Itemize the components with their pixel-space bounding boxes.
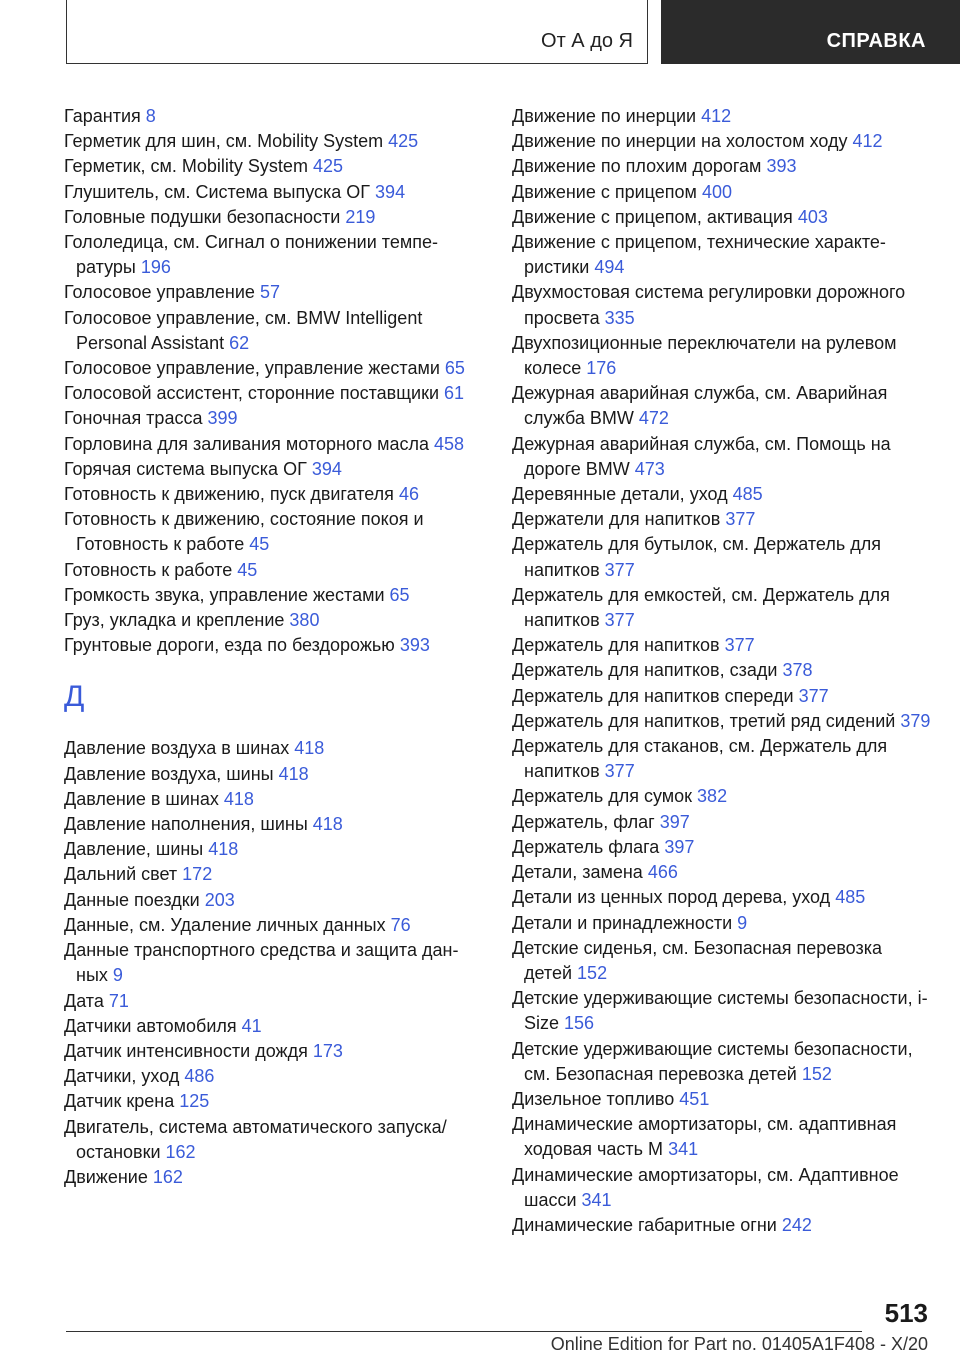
- index-page-link[interactable]: 451: [679, 1088, 710, 1109]
- index-page-link[interactable]: 219: [345, 206, 376, 227]
- index-page-link[interactable]: 8: [145, 106, 156, 126]
- index-entry: [512, 180, 932, 205]
- index-entry-text: Датчики, уход: [64, 1066, 180, 1087]
- index-page-link[interactable]: 125: [179, 1091, 210, 1112]
- footer-divider: [66, 1331, 862, 1332]
- index-entry-text: Детали и принадлежности: [512, 912, 733, 933]
- index-entry: [64, 762, 484, 787]
- index-entry: [64, 1014, 484, 1039]
- index-entry: [64, 633, 484, 658]
- index-page-link[interactable]: 485: [732, 484, 763, 505]
- index-entry-text: Гоночная трасса: [64, 408, 203, 429]
- index-page-link[interactable]: 378: [782, 660, 813, 681]
- index-entry: [64, 381, 484, 406]
- index-entry-text: Давление воздуха, шины: [64, 763, 274, 784]
- index-page-link[interactable]: 76: [390, 914, 411, 935]
- index-entry-text: Голосовое управление, управление жестами: [64, 358, 440, 379]
- index-page-link[interactable]: 377: [604, 559, 635, 580]
- index-page-link[interactable]: 152: [801, 1063, 832, 1084]
- index-entry-text: Двигатель, система автоматического запуска/остановки: [64, 1116, 447, 1162]
- index-group-g: [64, 104, 484, 658]
- index-entry-text: Держатель для емкостей, см. Держатель для напитков: [512, 584, 890, 631]
- index-page-link[interactable]: 400: [701, 181, 732, 202]
- index-entry: [64, 432, 484, 457]
- index-entry: [64, 736, 484, 761]
- index-entry-text: Движение с прицепом: [512, 181, 697, 202]
- index-entry-text: Давление в шинах: [64, 788, 219, 809]
- index-page-link[interactable]: 393: [399, 635, 430, 656]
- index-entry-text: Держатель для стаканов, см. Держатель для напитков: [512, 736, 888, 782]
- index-page-link[interactable]: 62: [229, 332, 250, 353]
- index-entry-text: Данные транспортного средства и защита данных: [64, 940, 459, 986]
- index-entry-text: Движение с прицепом, технические характеристики: [512, 232, 886, 278]
- index-entry: [512, 684, 932, 709]
- index-entry-text: Готовность к движению, пуск двигателя: [64, 484, 394, 505]
- index-entry-text: Головные подушки безопасности: [64, 206, 341, 227]
- index-page-link[interactable]: 418: [312, 814, 343, 835]
- index-entry: [512, 936, 932, 986]
- index-entry: [64, 482, 484, 507]
- index-entry: [512, 860, 932, 885]
- index-entry: [64, 812, 484, 837]
- index-page-link[interactable]: 152: [577, 962, 608, 983]
- index-page-link[interactable]: 394: [375, 181, 406, 202]
- index-entry-text: Голосовое управление, см. BMW Intelligent Personal Assistant: [64, 307, 423, 353]
- index-group-d-continued: [512, 104, 932, 1238]
- index-page-link[interactable]: 377: [725, 509, 756, 530]
- header-reference-label: СПРАВКА: [826, 30, 926, 52]
- index-entry: [64, 205, 484, 230]
- index-entry-text: Держатель для напитков, сзади: [512, 660, 778, 681]
- index-entry-text: Гололедица, см. Сигнал о понижении температуры: [64, 232, 438, 278]
- index-page-link[interactable]: 418: [278, 763, 309, 784]
- index-entry: [512, 658, 932, 683]
- index-page-link[interactable]: 473: [634, 458, 665, 479]
- index-entry: [64, 1115, 484, 1165]
- index-page-link[interactable]: 486: [184, 1066, 215, 1087]
- index-page-link[interactable]: 162: [165, 1141, 196, 1162]
- index-entry-text: Динамические габаритные огни: [512, 1214, 777, 1235]
- index-page-link[interactable]: 393: [766, 156, 797, 177]
- index-entry-text: Голосовое управление: [64, 282, 255, 303]
- index-entry: [512, 1087, 932, 1112]
- index-entry: [512, 633, 932, 658]
- index-page-link[interactable]: 397: [659, 811, 690, 832]
- index-entry: [64, 1039, 484, 1064]
- index-entry: [512, 709, 932, 734]
- index-page-link[interactable]: 377: [604, 610, 635, 631]
- index-entry-text: Датчик интенсивности дождя: [64, 1040, 308, 1061]
- index-page-link[interactable]: 458: [434, 433, 465, 454]
- index-entry-text: Готовность к движению, состояние покоя и Готовность к работе: [64, 509, 424, 555]
- index-entry: [512, 205, 932, 230]
- index-page-link[interactable]: 394: [311, 458, 342, 479]
- index-entry: [512, 1213, 932, 1238]
- index-entry: [64, 457, 484, 482]
- index-entry-text: Данные поездки: [64, 889, 200, 910]
- index-entry: [512, 532, 932, 582]
- index-entry-text: Детали, замена: [512, 862, 643, 883]
- index-entry-text: Дежурная аварийная служба, см. Аварийная служба BMW: [512, 383, 888, 429]
- index-entry-text: Данные, см. Удаление личных данных: [64, 914, 386, 935]
- index-entry-text: Держатель для сумок: [512, 786, 693, 807]
- index-entry-text: Динамические амортизаторы, см. адаптивная ходовая часть M: [512, 1114, 897, 1160]
- index-entry: [64, 356, 484, 381]
- index-entry-text: Движение по инерции на холостом ходу: [512, 131, 848, 152]
- index-entry: [512, 734, 932, 784]
- index-page-link[interactable]: 412: [852, 131, 883, 152]
- index-entry-text: Деревянные детали, уход: [512, 484, 728, 505]
- index-page-link[interactable]: 242: [781, 1214, 812, 1235]
- footer-edition: Online Edition for Part no. 01405A1F408 - X/20: [550, 1334, 928, 1354]
- index-entry: [512, 230, 932, 280]
- index-entry-text: Дальний свет: [64, 864, 178, 885]
- index-entry-text: Горловина для заливания моторного масла: [64, 433, 430, 454]
- index-entry-text: Дата: [64, 990, 104, 1011]
- index-page-link[interactable]: 156: [564, 1013, 595, 1034]
- index-entry-text: Держатель для напитков, третий ряд сидений: [512, 710, 896, 731]
- index-page-link[interactable]: 45: [249, 534, 270, 555]
- index-entry: [64, 938, 484, 988]
- index-entry: [512, 104, 932, 129]
- index-entry: [512, 885, 932, 910]
- index-page-link[interactable]: 71: [108, 990, 129, 1011]
- index-page-link[interactable]: 9: [112, 965, 123, 986]
- index-page-link[interactable]: 46: [398, 484, 419, 505]
- index-entry: [64, 558, 484, 583]
- index-page-link[interactable]: 203: [204, 889, 235, 910]
- index-page-link[interactable]: 425: [312, 156, 343, 177]
- index-entry: [512, 129, 932, 154]
- index-page-link[interactable]: 377: [798, 685, 829, 706]
- index-page-link[interactable]: 380: [289, 610, 320, 631]
- index-entry-text: Датчик крена: [64, 1091, 175, 1112]
- index-entry-text: Дежурная аварийная служба, см. Помощь на дороге BMW: [512, 433, 891, 479]
- index-entry-text: Громкость звука, управление жестами: [64, 584, 385, 605]
- index-entry: [64, 180, 484, 205]
- index-entry: [64, 129, 484, 154]
- index-entry: [512, 1163, 932, 1213]
- index-page-link[interactable]: 377: [604, 761, 635, 782]
- index-page-link[interactable]: 399: [207, 408, 238, 429]
- index-entry-text: Держатель, флаг: [512, 811, 655, 832]
- index-entry-text: Держатели для напитков: [512, 509, 721, 530]
- index-page-link[interactable]: 472: [638, 408, 669, 429]
- index-entry-text: Давление, шины: [64, 839, 204, 860]
- index-entry-text: Давление воздуха в шинах: [64, 738, 290, 759]
- index-entry-text: Глушитель, см. Система выпуска ОГ: [64, 181, 371, 202]
- index-entry-text: Герметик, см. Mobility System: [64, 156, 308, 177]
- index-entry: [512, 784, 932, 809]
- index-entry: [64, 306, 484, 356]
- index-entry: [64, 104, 484, 129]
- index-page-link[interactable]: 41: [241, 1015, 262, 1036]
- index-page-link[interactable]: 61: [444, 383, 465, 404]
- index-entry-text: Давление наполнения, шины: [64, 814, 308, 835]
- index-entry-text: Гарантия: [64, 106, 141, 126]
- index-entry-text: Динамические амортизаторы, см. Адаптивное шасси: [512, 1164, 899, 1210]
- index-page-link[interactable]: 418: [294, 738, 325, 759]
- index-page-link[interactable]: 9: [737, 912, 748, 933]
- index-entry: [64, 913, 484, 938]
- index-page-link[interactable]: 377: [724, 635, 755, 656]
- index-page-link[interactable]: 418: [223, 788, 254, 809]
- index-page-link[interactable]: 412: [701, 106, 732, 126]
- index-entry: [512, 331, 932, 381]
- page-number: 513: [884, 1298, 928, 1328]
- index-entry: [512, 911, 932, 936]
- index-entry: [64, 406, 484, 431]
- index-page-link[interactable]: 196: [140, 257, 171, 278]
- index-entry-text: Груз, укладка и крепление: [64, 610, 285, 631]
- index-entry: [512, 1037, 932, 1087]
- index-entry: [512, 432, 932, 482]
- index-page-link[interactable]: 494: [594, 257, 625, 278]
- index-entry-text: Голосовой ассистент, сторонние поставщики: [64, 383, 440, 404]
- index-group-d: [64, 736, 484, 1190]
- index-entry: [512, 482, 932, 507]
- index-page-link[interactable]: 485: [835, 887, 866, 908]
- header-reference-tab[interactable]: [661, 0, 960, 64]
- index-entry: [64, 608, 484, 633]
- index-entry: [512, 810, 932, 835]
- index-entry: [64, 989, 484, 1014]
- index-entry-text: Движение: [64, 1166, 148, 1187]
- index-entry-text: Герметик для шин, см. Mobility System: [64, 131, 384, 152]
- index-entry: [512, 835, 932, 860]
- index-entry: [64, 583, 484, 608]
- index-page-link[interactable]: 466: [647, 862, 678, 883]
- index-entry: [64, 280, 484, 305]
- index-page-link[interactable]: 65: [444, 358, 465, 379]
- index-entry: [64, 1165, 484, 1190]
- index-entry: [64, 787, 484, 812]
- index-entry-text: Держатель для напитков спереди: [512, 685, 794, 706]
- index-entry: [512, 154, 932, 179]
- index-entry: [512, 986, 932, 1036]
- section-letter-d: Д: [64, 680, 85, 714]
- index-entry-text: Датчики автомобиля: [64, 1015, 237, 1036]
- index-page-link[interactable]: 172: [182, 864, 213, 885]
- index-entry-text: Двухмостовая система регулировки дорожного просвета: [512, 282, 906, 328]
- index-entry: [64, 862, 484, 887]
- index-page-link[interactable]: 425: [388, 131, 419, 152]
- index-entry-text: Горячая система выпуска ОГ: [64, 458, 307, 479]
- index-entry: [512, 507, 932, 532]
- index-page-link[interactable]: 173: [312, 1040, 343, 1061]
- index-entry-text: Детские удерживающие системы безопасности, i-Size: [512, 988, 928, 1034]
- index-page-link[interactable]: 379: [900, 710, 931, 731]
- index-entry: [64, 837, 484, 862]
- index-entry-text: Детские сиденья, см. Безопасная перевозка детей: [512, 937, 883, 983]
- index-page-link[interactable]: 341: [581, 1189, 612, 1210]
- index-entry-text: Держатель для бутылок, см. Держатель для напитков: [512, 534, 881, 580]
- index-entry: [64, 1089, 484, 1114]
- index-entry: [64, 230, 484, 280]
- index-entry: [512, 583, 932, 633]
- index-entry-text: Детали из ценных пород дерева, уход: [512, 887, 831, 908]
- index-entry: [64, 507, 484, 557]
- index-column-right: [512, 104, 932, 1238]
- index-entry-text: Движение по инерции: [512, 106, 697, 126]
- index-entry-text: Держатель для напитков: [512, 635, 720, 656]
- index-entry: [64, 1064, 484, 1089]
- index-entry-text: Детские удерживающие системы безопасности, см. Безопасная перевозка детей: [512, 1038, 913, 1084]
- index-page-link[interactable]: 176: [586, 358, 617, 379]
- index-entry: [512, 1112, 932, 1162]
- index-page-link[interactable]: 341: [668, 1139, 699, 1160]
- index-column-left: [64, 104, 484, 1190]
- index-entry: [64, 888, 484, 913]
- index-page-link[interactable]: 162: [152, 1166, 183, 1187]
- index-page-link[interactable]: 57: [259, 282, 280, 303]
- index-entry-text: Движение с прицепом, активация: [512, 206, 793, 227]
- header-section-title: От А до Я: [541, 30, 633, 52]
- index-page-link[interactable]: 65: [389, 584, 410, 605]
- index-page-link[interactable]: 45: [237, 559, 258, 580]
- header-section-tab: [66, 0, 648, 64]
- index-page-link[interactable]: 397: [664, 836, 695, 857]
- index-entry-text: Двухпозиционные переключатели на рулевом колесе: [512, 332, 897, 379]
- index-entry-text: Держатель флага: [512, 836, 660, 857]
- index-page-link[interactable]: 382: [697, 786, 728, 807]
- index-page-link[interactable]: 418: [208, 839, 239, 860]
- index-entry-text: Готовность к работе: [64, 559, 233, 580]
- index-page-link[interactable]: 403: [797, 206, 828, 227]
- index-entry-text: Грунтовые дороги, езда по бездорожью: [64, 635, 395, 656]
- index-entry: [512, 280, 932, 330]
- index-page-link[interactable]: 335: [604, 307, 635, 328]
- index-entry-text: Движение по плохим дорогам: [512, 156, 762, 177]
- index-entry: [512, 381, 932, 431]
- index-entry: [64, 154, 484, 179]
- index-entry-text: Дизельное топливо: [512, 1088, 675, 1109]
